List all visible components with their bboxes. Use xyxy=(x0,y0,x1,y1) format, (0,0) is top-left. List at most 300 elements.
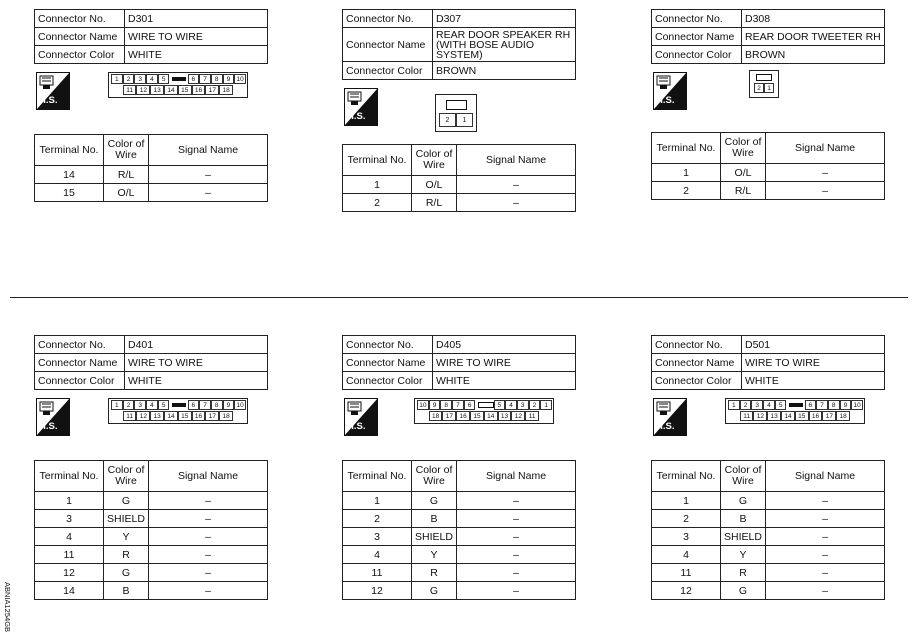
connector-no-label: Connector No. xyxy=(652,336,742,354)
terminal-table-header xyxy=(343,145,576,176)
signal-name: – xyxy=(149,528,268,546)
connector-plug xyxy=(414,398,554,424)
terminal-no-header: Terminal No. xyxy=(652,461,721,492)
terminal-no: 14 xyxy=(35,166,104,184)
table-row xyxy=(343,510,576,528)
pin-cell: 11 xyxy=(525,411,539,421)
connector-no-label: Connector No. xyxy=(343,10,433,28)
terminal-no: 2 xyxy=(343,194,412,212)
pin-cell: 8 xyxy=(440,400,452,410)
terminal-no: 1 xyxy=(652,492,721,510)
pin-cell: 2 xyxy=(123,400,135,410)
pin-cell: 12 xyxy=(136,411,150,421)
wire-color: R xyxy=(104,546,149,564)
connector-key xyxy=(756,74,772,81)
pin-cell: 1 xyxy=(728,400,740,410)
pin-cell: 2 xyxy=(439,113,456,127)
harness-side-icon xyxy=(36,398,70,436)
terminal-no-header: Terminal No. xyxy=(35,135,104,166)
wire-color: G xyxy=(721,492,766,510)
pin-cell: 12 xyxy=(753,411,767,421)
signal-name: – xyxy=(766,492,885,510)
wire-color-header: Color of Wire xyxy=(721,133,766,164)
connector-no-label: Connector No. xyxy=(652,10,742,28)
terminal-no: 4 xyxy=(343,546,412,564)
signal-name: – xyxy=(457,176,576,194)
table-row xyxy=(343,546,576,564)
table-row xyxy=(652,528,885,546)
pin-cell: 14 xyxy=(164,411,178,421)
table-row xyxy=(343,528,576,546)
terminal-no: 15 xyxy=(35,184,104,202)
connector-no-row xyxy=(35,10,268,28)
pin-cell: 12 xyxy=(511,411,525,421)
terminal-table xyxy=(342,144,576,212)
wire-color: G xyxy=(104,492,149,510)
pin-cell: 16 xyxy=(192,85,206,95)
connector-name-row xyxy=(343,28,576,62)
signal-name-header: Signal Name xyxy=(766,461,885,492)
signal-name: – xyxy=(149,510,268,528)
terminal-no: 14 xyxy=(35,582,104,600)
pin-cell: 16 xyxy=(456,411,470,421)
pin-cell: 9 xyxy=(840,400,852,410)
connector-color-row xyxy=(35,372,268,390)
connector-color-value: BROWN xyxy=(433,62,576,80)
terminal-no-header: Terminal No. xyxy=(35,461,104,492)
table-row xyxy=(343,492,576,510)
wire-color: R xyxy=(412,564,457,582)
wire-color-header: Color of Wire xyxy=(412,145,457,176)
pin-cell: 2 xyxy=(740,400,752,410)
terminal-no: 2 xyxy=(652,182,721,200)
terminal-table-header xyxy=(652,133,885,164)
connector-color-value: WHITE xyxy=(742,372,885,390)
connector-name-value: REAR DOOR TWEETER RH xyxy=(742,28,885,46)
connector-key xyxy=(172,77,186,81)
terminal-no: 4 xyxy=(35,528,104,546)
connector-color-value: WHITE xyxy=(125,372,268,390)
pin-cell: 14 xyxy=(164,85,178,95)
table-row xyxy=(652,582,885,600)
pin-cell: 13 xyxy=(150,411,164,421)
connector-info-table xyxy=(651,9,885,64)
terminal-no: 4 xyxy=(652,546,721,564)
pin-cell: 8 xyxy=(211,74,223,84)
signal-name: – xyxy=(457,492,576,510)
signal-name-header: Signal Name xyxy=(457,145,576,176)
wire-color: B xyxy=(412,510,457,528)
connector-name-value: WIRE TO WIRE xyxy=(433,354,576,372)
terminal-no-header: Terminal No. xyxy=(343,145,412,176)
pin-cell: 11 xyxy=(123,411,137,421)
connector-color-label: Connector Color xyxy=(343,372,433,390)
connector-no-label: Connector No. xyxy=(35,10,125,28)
pin-cell: 1 xyxy=(456,113,473,127)
pin-cell: 15 xyxy=(178,85,192,95)
pin-cell: 11 xyxy=(740,411,754,421)
harness-side-icon xyxy=(653,72,687,110)
pin-cell: 17 xyxy=(822,411,836,421)
signal-name: – xyxy=(766,182,885,200)
pin-cell: 3 xyxy=(134,74,146,84)
pin-cell: 18 xyxy=(429,411,443,421)
wire-color: Y xyxy=(412,546,457,564)
hs-label: H.S. xyxy=(347,421,366,432)
connector-block-d405 xyxy=(342,335,576,600)
table-row xyxy=(35,528,268,546)
connector-block-d301 xyxy=(34,9,268,202)
table-row xyxy=(35,582,268,600)
pin-cell: 7 xyxy=(816,400,828,410)
connector-no-row xyxy=(35,336,268,354)
connector-name-value: WIRE TO WIRE xyxy=(125,354,268,372)
table-row xyxy=(652,492,885,510)
connector-block-d501 xyxy=(651,335,885,600)
connector-key xyxy=(446,100,467,110)
table-row xyxy=(652,564,885,582)
harness-side-icon xyxy=(653,398,687,436)
signal-name: – xyxy=(766,528,885,546)
terminal-no: 2 xyxy=(343,510,412,528)
connector-name-label: Connector Name xyxy=(35,354,125,372)
table-row xyxy=(343,176,576,194)
pin-cell: 3 xyxy=(517,400,529,410)
connector-info-table xyxy=(34,9,268,64)
pin-cell: 10 xyxy=(417,400,429,410)
connector-color-row xyxy=(652,46,885,64)
wire-color: O/L xyxy=(412,176,457,194)
connector-name-label: Connector Name xyxy=(652,28,742,46)
pin-cell: 3 xyxy=(751,400,763,410)
pin-cell: 7 xyxy=(452,400,464,410)
wire-color: SHIELD xyxy=(104,510,149,528)
pin-cell: 4 xyxy=(763,400,775,410)
terminal-no: 1 xyxy=(35,492,104,510)
pin-cell: 1 xyxy=(111,400,123,410)
pin-cell: 5 xyxy=(494,400,506,410)
pin-cell: 17 xyxy=(205,85,219,95)
hs-label: H.S. xyxy=(39,95,58,106)
pin-cell: 5 xyxy=(775,400,787,410)
pin-cell: 2 xyxy=(754,83,764,93)
signal-name: – xyxy=(149,546,268,564)
terminal-no: 1 xyxy=(343,492,412,510)
connector-no-value: D405 xyxy=(433,336,576,354)
terminal-no: 12 xyxy=(343,582,412,600)
connector-block-d307 xyxy=(342,9,576,212)
wire-color: R/L xyxy=(412,194,457,212)
connector-key xyxy=(172,403,186,407)
pin-cell: 16 xyxy=(192,411,206,421)
pin-cell: 18 xyxy=(836,411,850,421)
signal-name-header: Signal Name xyxy=(149,461,268,492)
pin-cell: 4 xyxy=(146,74,158,84)
connector-diagram xyxy=(651,390,885,452)
connector-no-label: Connector No. xyxy=(343,336,433,354)
terminal-table xyxy=(651,460,885,600)
signal-name: – xyxy=(457,582,576,600)
wire-color: G xyxy=(104,564,149,582)
connector-name-label: Connector Name xyxy=(652,354,742,372)
wire-color-header: Color of Wire xyxy=(104,461,149,492)
pin-cell: 12 xyxy=(136,85,150,95)
connector-color-row xyxy=(343,372,576,390)
table-row xyxy=(35,492,268,510)
wire-color: O/L xyxy=(104,184,149,202)
terminal-no: 3 xyxy=(343,528,412,546)
terminal-table xyxy=(34,460,268,600)
wire-color-header: Color of Wire xyxy=(412,461,457,492)
pin-cell: 17 xyxy=(442,411,456,421)
terminal-table xyxy=(342,460,576,600)
connector-diagram xyxy=(34,390,268,452)
signal-name-header: Signal Name xyxy=(766,133,885,164)
wire-color: G xyxy=(412,582,457,600)
connector-color-label: Connector Color xyxy=(652,372,742,390)
connector-name-value: REAR DOOR SPEAKER RH (WITH BOSE AUDIO SYSTEM) xyxy=(433,28,576,62)
table-row xyxy=(35,166,268,184)
terminal-table-header xyxy=(35,135,268,166)
signal-name: – xyxy=(457,564,576,582)
terminal-no: 11 xyxy=(35,546,104,564)
signal-name: – xyxy=(766,582,885,600)
connector-name-row xyxy=(35,354,268,372)
signal-name: – xyxy=(457,194,576,212)
pin-cell: 13 xyxy=(498,411,512,421)
connector-no-value: D401 xyxy=(125,336,268,354)
connector-color-label: Connector Color xyxy=(35,46,125,64)
connector-color-row xyxy=(343,62,576,80)
pin-cell: 2 xyxy=(529,400,541,410)
connector-no-row xyxy=(343,10,576,28)
signal-name: – xyxy=(457,546,576,564)
pin-cell: 4 xyxy=(146,400,158,410)
wire-color: Y xyxy=(104,528,149,546)
wire-color: R xyxy=(721,564,766,582)
terminal-no: 12 xyxy=(35,564,104,582)
connector-color-value: BROWN xyxy=(742,46,885,64)
pin-cell: 1 xyxy=(540,400,552,410)
connector-name-value: WIRE TO WIRE xyxy=(125,28,268,46)
table-row xyxy=(652,164,885,182)
wire-color: R/L xyxy=(104,166,149,184)
connector-info-table xyxy=(342,9,576,80)
terminal-no-header: Terminal No. xyxy=(343,461,412,492)
section-divider xyxy=(10,297,908,298)
table-row xyxy=(35,184,268,202)
pin-cell: 6 xyxy=(188,400,200,410)
connector-no-value: D301 xyxy=(125,10,268,28)
connector-key xyxy=(478,402,494,408)
pin-cell: 13 xyxy=(150,85,164,95)
wire-color: G xyxy=(721,582,766,600)
pin-cell: 6 xyxy=(464,400,476,410)
harness-side-icon xyxy=(36,72,70,110)
terminal-no-header: Terminal No. xyxy=(652,133,721,164)
pin-cell: 15 xyxy=(178,411,192,421)
pin-cell: 10 xyxy=(851,400,863,410)
connector-no-value: D307 xyxy=(433,10,576,28)
pin-cell: 5 xyxy=(158,74,170,84)
table-row xyxy=(652,182,885,200)
wire-color: O/L xyxy=(721,164,766,182)
signal-name: – xyxy=(149,492,268,510)
signal-name: – xyxy=(766,546,885,564)
signal-name-header: Signal Name xyxy=(149,135,268,166)
pin-cell: 6 xyxy=(805,400,817,410)
wire-color: G xyxy=(412,492,457,510)
connector-plug xyxy=(108,398,248,424)
pin-cell: 9 xyxy=(223,74,235,84)
terminal-no: 1 xyxy=(343,176,412,194)
wire-color: B xyxy=(721,510,766,528)
terminal-table-header xyxy=(343,461,576,492)
pin-cell: 10 xyxy=(234,74,246,84)
pin-cell: 3 xyxy=(134,400,146,410)
pin-cell: 13 xyxy=(767,411,781,421)
connector-color-value: WHITE xyxy=(433,372,576,390)
pin-cell: 10 xyxy=(234,400,246,410)
pin-cell: 1 xyxy=(111,74,123,84)
pin-cell: 18 xyxy=(219,85,233,95)
connector-info-table xyxy=(34,335,268,390)
connector-no-label: Connector No. xyxy=(35,336,125,354)
terminal-no: 3 xyxy=(35,510,104,528)
terminal-no: 12 xyxy=(652,582,721,600)
table-row xyxy=(652,546,885,564)
wire-color-header: Color of Wire xyxy=(104,135,149,166)
terminal-table xyxy=(651,132,885,200)
pin-cell: 5 xyxy=(158,400,170,410)
connector-block-d308 xyxy=(651,9,885,200)
signal-name: – xyxy=(766,164,885,182)
terminal-no: 2 xyxy=(652,510,721,528)
connector-diagram xyxy=(342,390,576,452)
pin-cell: 7 xyxy=(199,74,211,84)
table-row xyxy=(343,194,576,212)
hs-label: H.S. xyxy=(656,421,675,432)
signal-name: – xyxy=(149,582,268,600)
pin-cell: 15 xyxy=(795,411,809,421)
pin-cell: 9 xyxy=(223,400,235,410)
connector-name-row xyxy=(343,354,576,372)
table-row xyxy=(35,546,268,564)
connector-name-label: Connector Name xyxy=(343,28,433,62)
terminal-no: 3 xyxy=(652,528,721,546)
signal-name: – xyxy=(149,166,268,184)
pin-cell: 18 xyxy=(219,411,233,421)
connector-no-row xyxy=(343,336,576,354)
pin-cell: 17 xyxy=(205,411,219,421)
terminal-no: 11 xyxy=(343,564,412,582)
table-row xyxy=(35,510,268,528)
pin-cell: 14 xyxy=(781,411,795,421)
connector-diagram xyxy=(651,64,885,126)
pin-cell: 11 xyxy=(123,85,137,95)
connector-diagram xyxy=(34,64,268,126)
connector-plug xyxy=(725,398,865,424)
signal-name: – xyxy=(766,564,885,582)
hs-label: H.S. xyxy=(347,111,366,122)
hs-label: H.S. xyxy=(656,95,675,106)
signal-name: – xyxy=(149,184,268,202)
pin-cell: 1 xyxy=(764,83,774,93)
pin-cell: 8 xyxy=(828,400,840,410)
connector-plug xyxy=(435,94,477,132)
connector-diagram xyxy=(342,80,576,140)
connector-name-row xyxy=(652,354,885,372)
signal-name: – xyxy=(457,510,576,528)
wire-color-header: Color of Wire xyxy=(721,461,766,492)
harness-side-icon xyxy=(344,88,378,126)
pin-cell: 4 xyxy=(505,400,517,410)
connector-key xyxy=(789,403,803,407)
wire-color: SHIELD xyxy=(412,528,457,546)
signal-name-header: Signal Name xyxy=(457,461,576,492)
terminal-table xyxy=(34,134,268,202)
connector-plug xyxy=(749,70,779,98)
table-row xyxy=(343,564,576,582)
pin-cell: 6 xyxy=(188,74,200,84)
connector-name-row xyxy=(35,28,268,46)
pin-cell: 2 xyxy=(123,74,135,84)
signal-name: – xyxy=(766,510,885,528)
connector-plug xyxy=(108,72,248,98)
pin-cell: 8 xyxy=(211,400,223,410)
connector-color-value: WHITE xyxy=(125,46,268,64)
wire-color: SHIELD xyxy=(721,528,766,546)
connector-name-value: WIRE TO WIRE xyxy=(742,354,885,372)
connector-name-row xyxy=(652,28,885,46)
table-row xyxy=(343,582,576,600)
connector-no-value: D308 xyxy=(742,10,885,28)
figure-code: ABNIA1254GB xyxy=(3,582,12,633)
terminal-table-header xyxy=(35,461,268,492)
connector-color-row xyxy=(35,46,268,64)
table-row xyxy=(652,510,885,528)
connector-color-row xyxy=(652,372,885,390)
pin-cell: 7 xyxy=(199,400,211,410)
table-row xyxy=(35,564,268,582)
terminal-no: 11 xyxy=(652,564,721,582)
connector-color-label: Connector Color xyxy=(35,372,125,390)
connector-color-label: Connector Color xyxy=(343,62,433,80)
pin-cell: 16 xyxy=(809,411,823,421)
wire-color: Y xyxy=(721,546,766,564)
connector-name-label: Connector Name xyxy=(343,354,433,372)
connector-info-table xyxy=(342,335,576,390)
terminal-no: 1 xyxy=(652,164,721,182)
connector-no-row xyxy=(652,10,885,28)
connector-block-d401 xyxy=(34,335,268,600)
wire-color: R/L xyxy=(721,182,766,200)
hs-label: H.S. xyxy=(39,421,58,432)
terminal-table-header xyxy=(652,461,885,492)
connector-info-table xyxy=(651,335,885,390)
connector-no-row xyxy=(652,336,885,354)
pin-cell: 14 xyxy=(484,411,498,421)
connector-color-label: Connector Color xyxy=(652,46,742,64)
pin-cell: 9 xyxy=(429,400,441,410)
harness-side-icon xyxy=(344,398,378,436)
wire-color: B xyxy=(104,582,149,600)
connector-name-label: Connector Name xyxy=(35,28,125,46)
pin-cell: 15 xyxy=(470,411,484,421)
signal-name: – xyxy=(457,528,576,546)
signal-name: – xyxy=(149,564,268,582)
connector-no-value: D501 xyxy=(742,336,885,354)
